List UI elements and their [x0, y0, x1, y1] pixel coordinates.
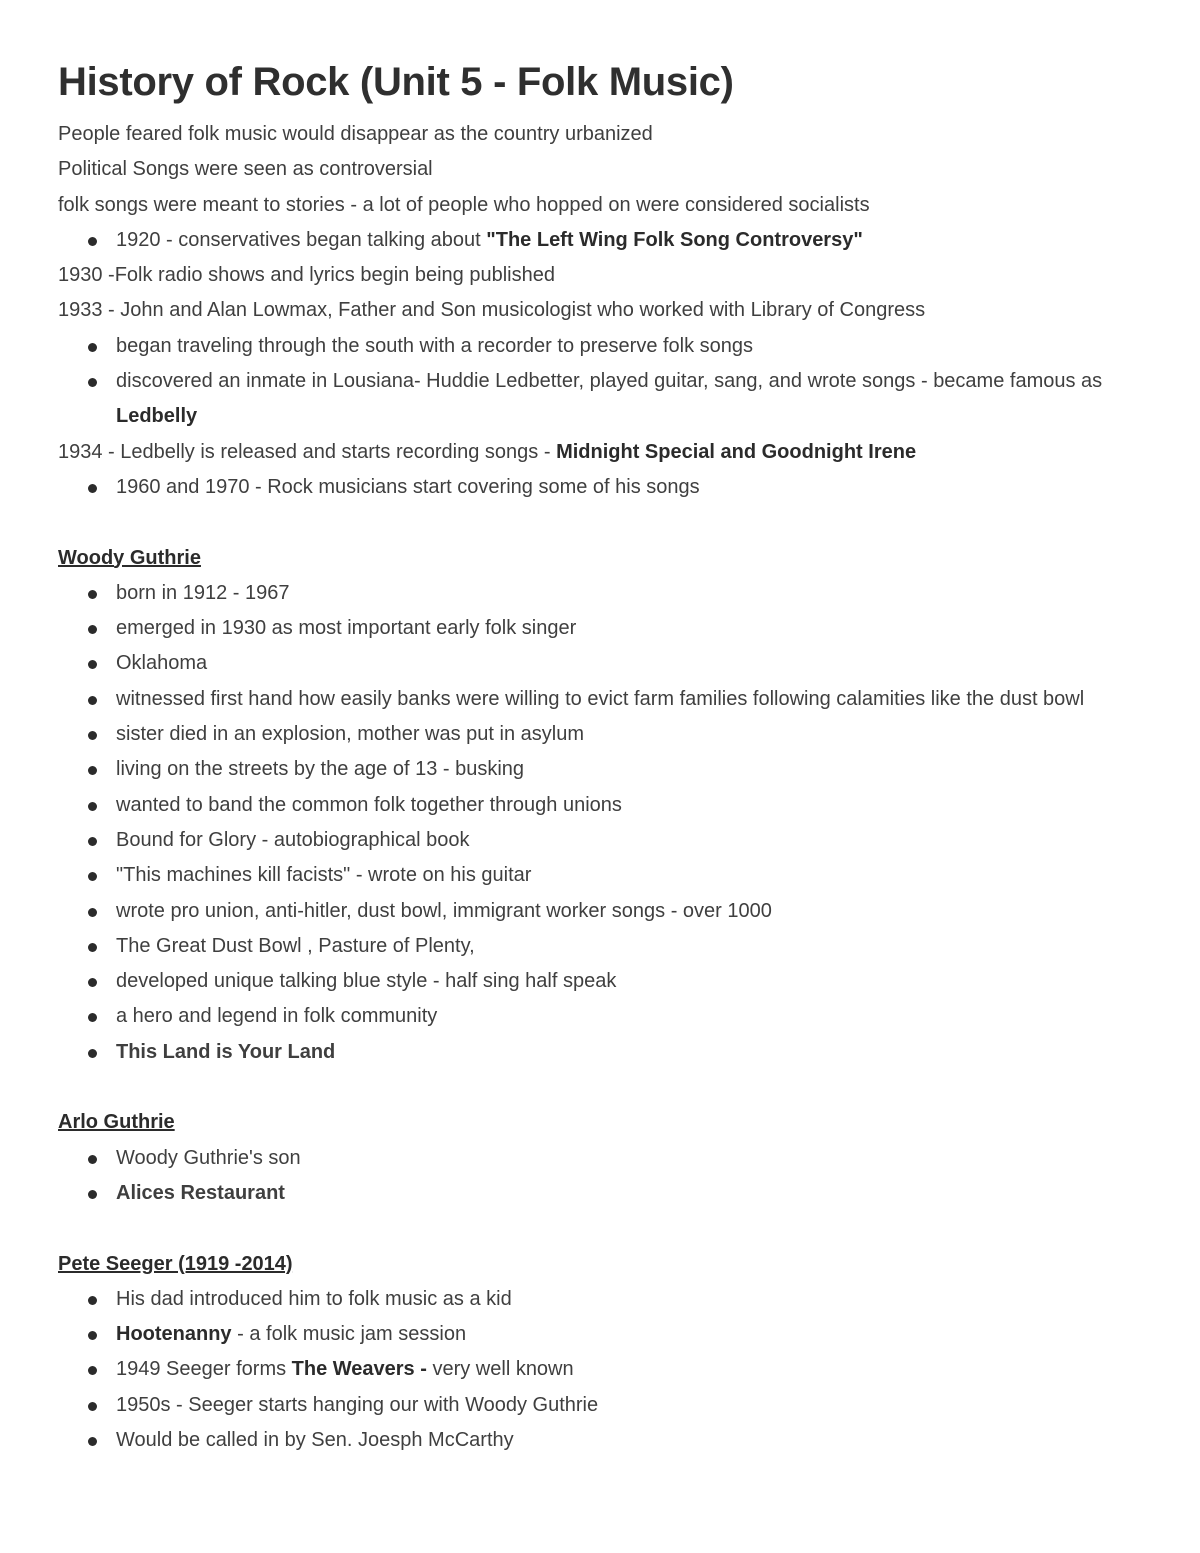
intro-line-urbanized: People feared folk music would disappear as the country urbanized — [58, 123, 653, 145]
list-item-hootenanny: Hootenanny - a folk music jam session — [58, 1317, 1138, 1352]
list-item: Bound for Glory - autobiographical book — [58, 823, 1138, 858]
list-item: Woody Guthrie's son — [58, 1141, 1138, 1176]
list-item-ledbetter: discovered an inmate in Lousiana- Huddie Ledbetter, played guitar, sang, and wrote songs - became famous as Ledbelly — [58, 364, 1138, 435]
ledbelly-songs: Midnight Special and Goodnight Irene — [556, 440, 917, 463]
list-item-weavers: 1949 Seeger forms The Weavers - very well known — [58, 1352, 1138, 1387]
list-item: a hero and legend in folk community — [58, 999, 1138, 1034]
list-item-alices-restaurant: Alices Restaurant — [58, 1176, 1138, 1211]
list-item-covers: 1960 and 1970 - Rock musicians start covering some of his songs — [58, 470, 1138, 505]
list-item-recorder: began traveling through the south with a recorder to preserve folk songs — [58, 329, 1138, 364]
list-item: 1950s - Seeger starts hanging our with Woody Guthrie — [58, 1388, 1138, 1423]
intro-line-political-songs: Political Songs were seen as controversial — [58, 158, 433, 181]
page-title: History of Rock (Unit 5 - Folk Music) — [58, 60, 734, 104]
list-item: emerged in 1930 as most important early folk singer — [58, 611, 1138, 646]
intro-list-1920 — [58, 223, 1138, 258]
list-item: born in 1912 - 1967 — [58, 576, 1138, 611]
controversy-title: "The Left Wing Folk Song Controversy" — [486, 228, 863, 251]
list-item-1920: 1920 - conservatives began talking about "The Left Wing Folk Song Controversy" — [58, 223, 1138, 258]
list-item: developed unique talking blue style - half sing half speak — [58, 964, 1138, 999]
list-item: His dad introduced him to folk music as a kid — [58, 1282, 1138, 1317]
list-item: witnessed first hand how easily banks were willing to evict farm families following calamities like the dust bowl — [58, 682, 1138, 717]
ledbelly-name: Ledbelly — [116, 405, 198, 428]
document-body — [58, 117, 1138, 1458]
list-item: living on the streets by the age of 13 - busking — [58, 752, 1138, 787]
woody-guthrie-list — [58, 576, 1138, 1070]
list-item: Oklahoma — [58, 646, 1138, 681]
list-item-this-land: This Land is Your Land — [58, 1035, 1138, 1070]
list-item: sister died in an explosion, mother was put in asylum — [58, 717, 1138, 752]
section-heading-woody-guthrie: Woody Guthrie — [58, 546, 201, 569]
intro-line-1933: 1933 - John and Alan Lowmax, Father and Son musicologist who worked with Library of Congress — [58, 299, 926, 322]
intro-line-stories: folk songs were meant to stories - a lot of people who hopped on were considered socialists — [58, 193, 870, 216]
intro-line-1930: 1930 -Folk radio shows and lyrics begin being published — [58, 264, 555, 287]
pete-seeger-list — [58, 1282, 1138, 1458]
intro-line-1934: 1934 - Ledbelly is released and starts recording songs - Midnight Special and Goodnight Irene — [58, 440, 917, 463]
list-item: wrote pro union, anti-hitler, dust bowl, immigrant worker songs - over 1000 — [58, 894, 1138, 929]
section-heading-pete-seeger: Pete Seeger (1919 -2014) — [58, 1252, 293, 1275]
list-item: wanted to band the common folk together through unions — [58, 788, 1138, 823]
section-heading-arlo-guthrie: Arlo Guthrie — [58, 1111, 175, 1134]
list-item: The Great Dust Bowl , Pasture of Plenty, — [58, 929, 1138, 964]
list-item: "This machines kill facists" - wrote on his guitar — [58, 858, 1138, 893]
arlo-guthrie-list — [58, 1141, 1138, 1212]
list-item: Would be called in by Sen. Joesph McCarthy — [58, 1423, 1138, 1458]
intro-list-covers — [58, 470, 1138, 505]
intro-list-lomax — [58, 329, 1138, 435]
